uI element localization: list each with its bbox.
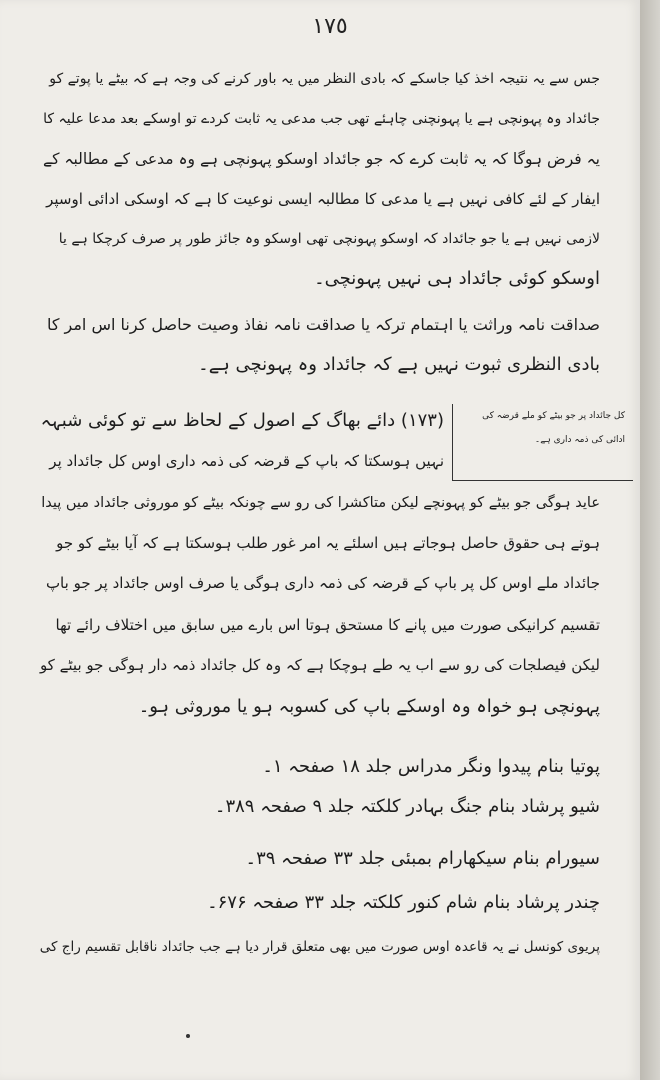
text-line-10: نہیں ہوسکتا کہ باپ کے قرضہ کی ذمہ داری اوس کل جائداد پر xyxy=(49,452,444,470)
page-edge xyxy=(640,0,660,1080)
page-mark-dot xyxy=(186,1034,190,1038)
text-line-last: پریوی کونسل نے یہ قاعدہ اوس صورت میں بھی متعلق قرار دیا ہے جب جائداد ناقابل تقسیم راج کی xyxy=(39,939,600,955)
citation-3: سیورام بنام سیکھارام بمبئی جلد ۳۳ صفحہ ۳۹۔ xyxy=(245,848,600,869)
citation-4: چندر پرشاد بنام شام کنور کلکتہ جلد ۳۳ صفحہ ۶۷۶۔ xyxy=(207,892,600,913)
citation-1: پوتیا بنام پیدوا ونگر مدراس جلد ۱۸ صفحہ ۱۔ xyxy=(262,756,600,777)
text-line-3: یہ فرض ہوگا کہ یہ ثابت کرے کہ جو جائداد اوسکو پہونچی ہے وہ مدعی کے مطالبہ کے xyxy=(43,150,600,168)
margin-note xyxy=(452,404,633,481)
page-number: ١٧٥ xyxy=(312,14,348,39)
margin-note-line-2: ادائی کی ذمہ داری ہے۔ xyxy=(534,435,625,445)
margin-note-line-1: کل جائداد پر جو بیٹے کو ملے قرضہ کی xyxy=(482,411,625,421)
text-line-9: (۱۷۳) دائے بھاگ کے اصول کے لحاظ سے تو کوئی شبہہ xyxy=(40,410,444,431)
text-line-1: جس سے یہ نتیجہ اخذ کیا جاسکے کہ بادی النظر میں یہ باور کرنے کی وجہ ہے کہ بیٹے یا پوتے کو xyxy=(49,71,600,87)
text-line-14: تقسیم کرانیکی صورت میں پانے کا مستحق ہوتا اس بارے میں سابق میں اختلاف رائے تھا xyxy=(55,616,600,634)
text-line-11: عاید ہوگی جو بیٹے کو پہونچے لیکن متاکشرا کی رو سے چونکہ بیٹے کو موروثی جائداد میں پیدا xyxy=(41,495,600,511)
text-line-12: ہوتے ہی حقوق حاصل ہوجاتے ہیں اسلئے یہ امر غور طلب ہوسکتا ہے کہ آیا بیٹے کو جو xyxy=(56,534,600,552)
text-line-2: جائداد وہ پہونچی ہے یا پہونچنی چاہئے تھی جب مدعی یہ ثابت کردے تو اوسکے بعد مدعا علیہ کا xyxy=(43,111,600,127)
text-line-5: لازمی نہیں ہے یا جو جائداد کہ اوسکو پہونچی تھی اوسکو وہ جائز طور پر صرف کرچکا ہے یا xyxy=(58,231,600,247)
text-line-8: بادی النظری ثبوت نہیں ہے کہ جائداد وہ پہونچی ہے۔ xyxy=(198,354,600,375)
text-line-15: لیکن فیصلجات کی رو سے اب یہ طے ہوچکا ہے کہ وہ کل جائداد ذمہ دار ہوگی جو بیٹے کو xyxy=(39,656,600,674)
text-line-13: جائداد ملے اوس کل پر باپ کے قرضہ کی ذمہ داری ہوگی یا صرف اوس جائداد پر جو باپ xyxy=(45,574,600,592)
text-line-4: ایفار کے لئے کافی نہیں ہے یا مدعی کا مطالبہ ایسی نوعیت کا ہے کہ اوسکی ادائی اوسپر xyxy=(46,190,600,208)
text-line-7: صداقت نامہ وراثت یا اہتمام ترکہ یا صداقت نامہ نفاذ وصیت حاصل کرنا اس امر کا xyxy=(46,315,600,334)
citation-2: شیو پرشاد بنام جنگ بہادر کلکتہ جلد ۹ صفحہ ۳۸۹۔ xyxy=(214,796,600,817)
text-line-6: اوسکو کوئی جائداد ہی نہیں پہونچی۔ xyxy=(314,268,600,289)
text-line-16: پہونچی ہو خواہ وہ اوسکے باپ کی کسوبہ ہو یا موروثی ہو۔ xyxy=(138,696,600,717)
